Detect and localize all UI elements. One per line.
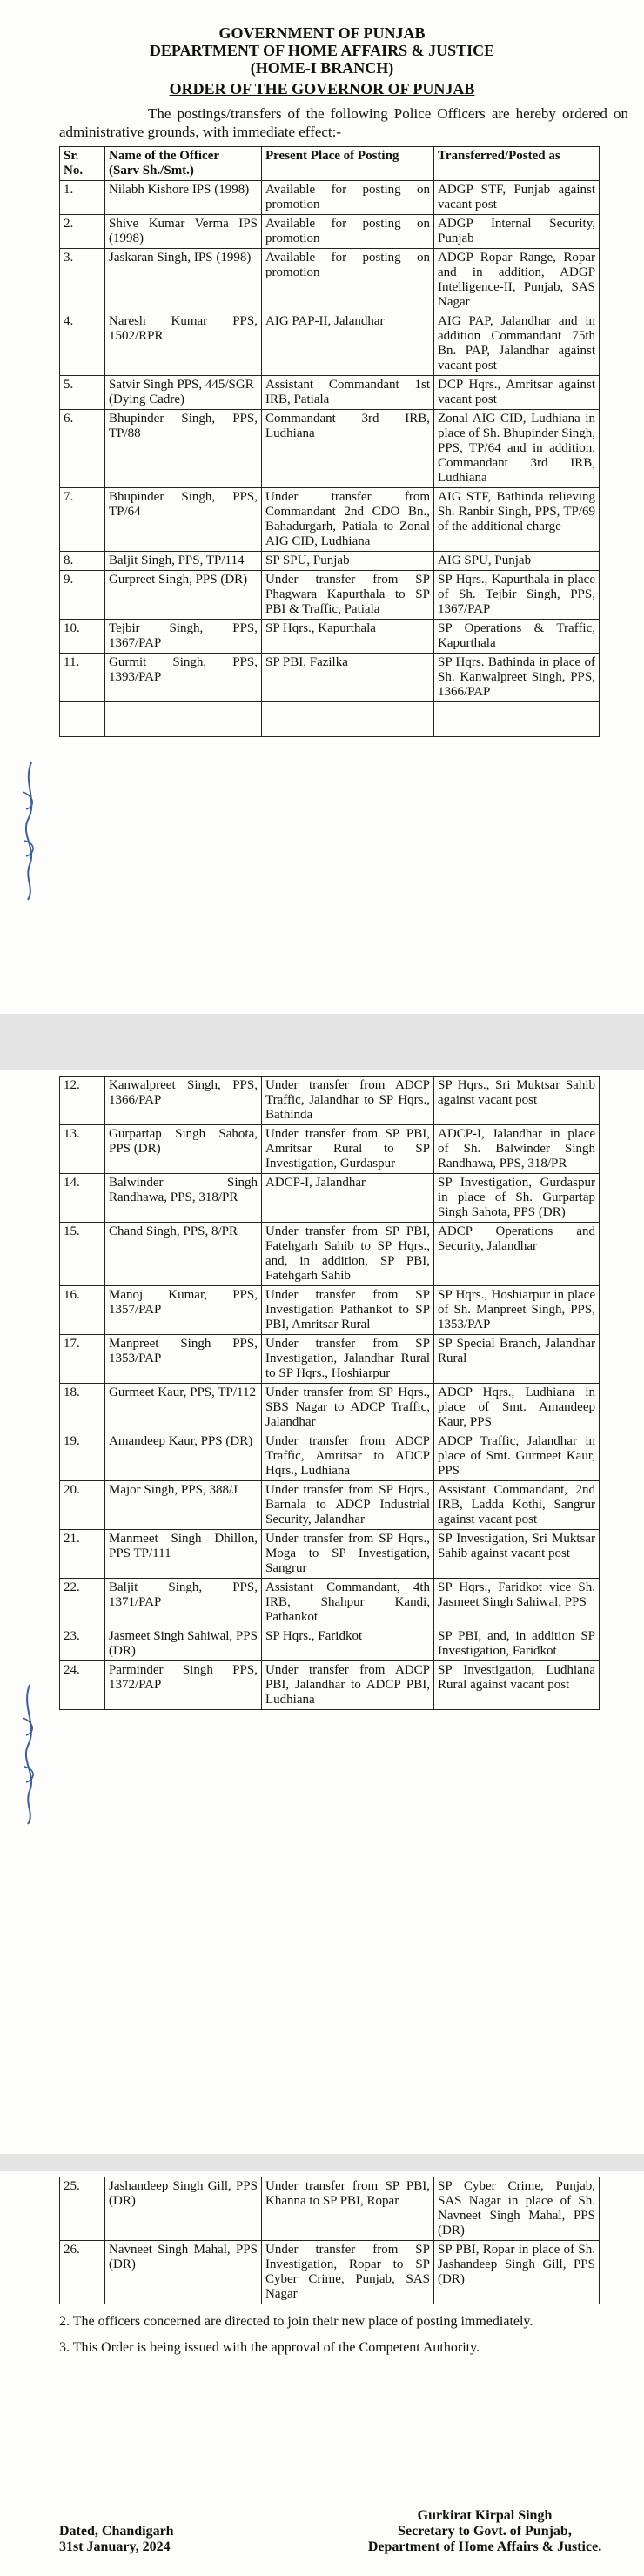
cell-transferred-as-text: SP Hqrs., Hoshiarpur in place of Sh. Manpreet Singh, PPS, 1353/PAP (438, 1288, 595, 1332)
col-header-present: Present Place of Posting (262, 147, 434, 181)
cell-transferred-as-text: Assistant Commandant, 2nd IRB, Ladda Kothi, Sangrur against vacant post (438, 1483, 595, 1526)
cell-present-posting (262, 376, 434, 410)
table-row (60, 1530, 600, 1579)
cell-officer-name (105, 1077, 262, 1125)
cell-sr (60, 488, 105, 552)
cell-present-posting-text: SP Hqrs., Faridkot (265, 1629, 363, 1643)
cell-sr-text: 3. (64, 251, 74, 265)
cell-present-posting (262, 1432, 434, 1481)
cell-officer-name-text: Balwinder Singh Randhawa, PPS, 318/PR (109, 1176, 258, 1204)
table-row (60, 571, 600, 620)
table-row (60, 552, 600, 571)
cell-officer-name (105, 654, 262, 702)
cell-transferred-as-text: SP Hqrs., Faridkot vice Sh. Jasmeet Singh Sahiwal, PPS (438, 1580, 595, 1609)
cell-transferred-as-text: ADCP Operations and Security, Jalandhar (438, 1224, 595, 1253)
cell-transferred-as (434, 654, 600, 702)
cell-transferred-as-text: SP Hqrs. Bathinda in place of Sh. Kanwalpreet Singh, PPS, 1366/PAP (438, 655, 595, 699)
cell-present-posting (262, 1579, 434, 1627)
cell-present-posting-text: Commandant 3rd IRB, Ludhiana (265, 412, 430, 440)
cell-transferred-as-text: Zonal AIG CID, Ludhiana in place of Sh. Bhupinder Singh, PPS, TP/64 and in addition, Commandant 3rd IRB, Ludhiana (438, 412, 595, 485)
cell-sr (60, 620, 105, 654)
cell-transferred-as-text: SP Investigation, Ludhiana Rural against vacant post (438, 1663, 595, 1692)
cell-sr-text: 21. (64, 1532, 80, 1546)
cell-sr-text: 12. (64, 1078, 80, 1092)
cell-officer-name (105, 1384, 262, 1432)
cell-transferred-as-text: ADGP Internal Security, Punjab (438, 217, 595, 245)
cell-present-posting-text: Available for posting on promotion (265, 183, 430, 211)
cell-sr-text: 20. (64, 1483, 80, 1497)
cell-present-posting (262, 1335, 434, 1384)
cell-present-posting-text: Under transfer from SP Hqrs., Barnala to ADCP Industrial Security, Jalandhar (265, 1483, 430, 1526)
cell-sr-text: 18. (64, 1385, 80, 1399)
cell-transferred-as-text: AIG SPU, Punjab (438, 553, 532, 567)
cell-officer-name (105, 620, 262, 654)
cell-present-posting (262, 2177, 434, 2241)
cell-present-posting (262, 571, 434, 620)
cell-transferred-as (434, 1174, 600, 1223)
cell-officer-name (105, 410, 262, 488)
postings-table-part-1 (59, 146, 600, 737)
cell-sr (60, 1661, 105, 1710)
cell-officer-name (105, 1481, 262, 1530)
col-header-transferred: Transferred/Posted as (434, 147, 600, 181)
cell-sr-text: 10. (64, 621, 80, 635)
table-row (60, 1286, 600, 1335)
table-row (60, 2177, 600, 2241)
footer-signatory-block (341, 2508, 628, 2555)
table-row (60, 215, 600, 249)
cell-sr-text: 23. (64, 1629, 80, 1643)
blank-cell (262, 702, 434, 737)
table-header-row (60, 147, 600, 181)
cell-present-posting (262, 1077, 434, 1125)
cell-officer-name-text: Baljit Singh, PPS, TP/114 (109, 553, 245, 567)
cell-officer-name-text: Gurpartap Singh Sahota, PPS (DR) (109, 1127, 258, 1156)
cell-sr-text: 4. (64, 314, 74, 328)
cell-present-posting-text: Under transfer from SP Hqrs., Moga to SP Investigation, Sangrur (265, 1532, 430, 1575)
cell-sr-text: 13. (64, 1127, 80, 1141)
cell-present-posting (262, 654, 434, 702)
table-row (60, 1223, 600, 1286)
cell-present-posting-text: Available for posting on promotion (265, 217, 430, 245)
cell-sr (60, 552, 105, 571)
cell-present-posting (262, 1384, 434, 1432)
blank-cell (105, 702, 262, 737)
cell-officer-name-text: Gurpreet Singh, PPS (DR) (109, 573, 248, 587)
cell-sr (60, 1335, 105, 1384)
footer-date-block (59, 2524, 174, 2555)
cell-officer-name (105, 2241, 262, 2304)
cell-officer-name (105, 215, 262, 249)
cell-present-posting (262, 312, 434, 376)
table-row (60, 620, 600, 654)
cell-officer-name (105, 2177, 262, 2241)
cell-present-posting-text: Assistant Commandant 1st IRB, Patiala (265, 378, 430, 406)
cell-transferred-as (434, 410, 600, 488)
cell-present-posting (262, 1286, 434, 1335)
table-row (60, 654, 600, 702)
table-row (60, 312, 600, 376)
col-header-name-label: Name of the Officer (109, 149, 220, 163)
cell-present-posting-text: SP SPU, Punjab (265, 553, 350, 567)
cell-sr (60, 1627, 105, 1661)
cell-transferred-as-text: SP PBI, and, in addition SP Investigation, Faridkot (438, 1629, 595, 1658)
table-row (60, 249, 600, 312)
cell-officer-name (105, 552, 262, 571)
cell-transferred-as (434, 312, 600, 376)
table-row (60, 410, 600, 488)
cell-present-posting (262, 1223, 434, 1286)
cell-transferred-as (434, 1661, 600, 1710)
cell-present-posting-text: Under transfer from SP Hqrs., SBS Nagar to ADCP Traffic, Jalandhar (265, 1385, 430, 1429)
table-row (60, 1125, 600, 1174)
cell-sr-text: 11. (64, 655, 80, 669)
table-row (60, 1335, 600, 1384)
blank-cell (60, 702, 105, 737)
cell-present-posting-text: Under transfer from SP PBI, Fatehgarh Sahib to SP Hqrs., and, in addition, SP PBI, Fatehgarh Sahib (265, 1224, 430, 1283)
cell-transferred-as-text: ADGP STF, Punjab against vacant post (438, 183, 595, 211)
table-blank-space (60, 702, 600, 737)
officer-note: (Dying Cadre) (109, 392, 185, 406)
cell-transferred-as-text: ADCP-I, Jalandhar in place of Sh. Balwinder Singh Randhawa, PPS, 318/PR (438, 1127, 595, 1171)
table-row (60, 181, 600, 215)
cell-transferred-as (434, 1530, 600, 1579)
para-3: 3. This Order is being issued with the approval of the Competent Authority. (59, 2340, 480, 2355)
cell-sr (60, 1223, 105, 1286)
cell-present-posting-text: Under transfer from SP Investigation, Ropar to SP Cyber Crime, Punjab, SAS Nagar (265, 2243, 430, 2301)
postings-table-part-2 (59, 1076, 600, 1710)
cell-transferred-as-text: ADGP Ropar Range, Ropar and in addition, ADGP Intelligence-II, Punjab, SAS Nagar (438, 251, 595, 309)
cell-officer-name-text: Major Singh, PPS, 388/J (109, 1483, 238, 1497)
cell-transferred-as (434, 1223, 600, 1286)
cell-officer-name-text: Jasmeet Singh Sahiwal, PPS (DR) (109, 1629, 258, 1658)
cell-present-posting (262, 410, 434, 488)
cell-officer-name-text: Kanwalpreet Singh, PPS, 1366/PAP (109, 1078, 258, 1107)
cell-transferred-as (434, 2177, 600, 2241)
cell-officer-name (105, 1174, 262, 1223)
cell-officer-name (105, 1125, 262, 1174)
cell-present-posting-text: Assistant Commandant, 4th IRB, Shahpur Kandi, Pathankot (265, 1580, 430, 1624)
page-1 (0, 0, 644, 1014)
table-row (60, 1432, 600, 1481)
cell-present-posting (262, 1627, 434, 1661)
cell-transferred-as (434, 620, 600, 654)
cell-officer-name-text: Amandeep Kaur, PPS (DR) (109, 1434, 253, 1448)
cell-transferred-as (434, 552, 600, 571)
table-row (60, 488, 600, 552)
cell-present-posting (262, 1530, 434, 1579)
cell-transferred-as-text: SP Hqrs., Sri Muktsar Sahib against vacant post (438, 1078, 595, 1107)
cell-sr (60, 410, 105, 488)
cell-sr (60, 1077, 105, 1125)
cell-transferred-as (434, 181, 600, 215)
cell-transferred-as (434, 1627, 600, 1661)
cell-transferred-as (434, 1286, 600, 1335)
col-header-name (105, 147, 262, 181)
cell-officer-name (105, 1223, 262, 1286)
cell-present-posting-text: Under transfer from Commandant 2nd CDO Bn., Bahadurgarh, Patiala to Zonal AIG CID, Ludhiana (265, 490, 430, 548)
cell-present-posting (262, 249, 434, 312)
cell-sr (60, 654, 105, 702)
cell-officer-name-text: Manoj Kumar, PPS, 1357/PAP (109, 1288, 258, 1317)
cell-officer-name (105, 1432, 262, 1481)
cell-transferred-as-text: SP Cyber Crime, Punjab, SAS Nagar in place of Sh. Navneet Singh Mahal, PPS (DR) (438, 2179, 595, 2237)
cell-sr (60, 1125, 105, 1174)
cell-present-posting-text: Under transfer from SP Investigation Pathankot to SP PBI, Amritsar Rural (265, 1288, 430, 1332)
cell-present-posting (262, 620, 434, 654)
cell-officer-name-text: Jaskaran Singh, IPS (1998) (109, 251, 252, 265)
cell-sr (60, 1174, 105, 1223)
cell-present-posting-text: AIG PAP-II, Jalandhar (265, 314, 385, 328)
cell-sr (60, 312, 105, 376)
cell-transferred-as (434, 1125, 600, 1174)
cell-sr (60, 2177, 105, 2241)
cell-officer-name-text: Baljit Singh, PPS, 1371/PAP (109, 1580, 258, 1609)
cell-transferred-as (434, 249, 600, 312)
cell-sr-text: 19. (64, 1434, 80, 1448)
cell-present-posting-text: SP Hqrs., Kapurthala (265, 621, 376, 635)
cell-transferred-as-text: SP PBI, Ropar in place of Sh. Jashandeep Singh Gill, PPS (DR) (438, 2243, 595, 2286)
cell-sr (60, 1579, 105, 1627)
cell-officer-name-text: Manmeet Singh Dhillon, PPS TP/111 (109, 1532, 258, 1560)
cell-officer-name (105, 1335, 262, 1384)
order-title: ORDER OF THE GOVERNOR OF PUNJAB (169, 80, 475, 97)
table-row (60, 376, 600, 410)
table-row (60, 1481, 600, 1530)
cell-sr (60, 1530, 105, 1579)
cell-officer-name-text: Parminder Singh PPS, 1372/PAP (109, 1663, 258, 1692)
table-row (60, 1579, 600, 1627)
cell-transferred-as (434, 215, 600, 249)
table-row (60, 1077, 600, 1125)
cell-transferred-as (434, 1077, 600, 1125)
cell-officer-name-text: Tejbir Singh, PPS, 1367/PAP (109, 621, 258, 650)
cell-sr (60, 181, 105, 215)
cell-transferred-as (434, 1335, 600, 1384)
cell-sr (60, 376, 105, 410)
cell-sr (60, 1384, 105, 1432)
cell-present-posting-text: ADCP-I, Jalandhar (265, 1176, 366, 1190)
cell-officer-name-text: Satvir Singh PPS, 445/SGR (109, 378, 254, 392)
cell-sr (60, 249, 105, 312)
cell-transferred-as (434, 2241, 600, 2304)
cell-present-posting-text: Under transfer from ADCP Traffic, Jalandhar to SP Hqrs., Bathinda (265, 1078, 430, 1122)
cell-sr-text: 1. (64, 183, 74, 197)
cell-sr-text: 15. (64, 1224, 80, 1238)
cell-sr-text: 2. (64, 217, 74, 231)
cell-officer-name-text: Shive Kumar Verma IPS (1998) (109, 217, 258, 245)
signatory-name: Gurkirat Kirpal Singh (417, 2508, 553, 2523)
cell-present-posting-text: Available for posting on promotion (265, 251, 430, 279)
cell-sr-text: 17. (64, 1337, 80, 1351)
cell-sr (60, 2241, 105, 2304)
govt-title: GOVERNMENT OF PUNJAB (218, 24, 426, 42)
cell-sr (60, 571, 105, 620)
order-intro: The postings/transfers of the following Police Officers are hereby ordered on administrative grounds, with immediate effect:- (59, 105, 628, 140)
cell-sr (60, 1481, 105, 1530)
cell-officer-name-text: Jashandeep Singh Gill, PPS (DR) (109, 2179, 258, 2208)
cell-present-posting (262, 2241, 434, 2304)
cell-officer-name-text: Chand Singh, PPS, 8/PR (109, 1224, 238, 1238)
col-header-sr: Sr. No. (60, 147, 105, 181)
cell-sr-text: 25. (64, 2179, 80, 2193)
cell-present-posting-text: Under transfer from SP PBI, Khanna to SP PBI, Ropar (265, 2179, 430, 2208)
cell-present-posting-text: Under transfer from SP Phagwara Kapurthala to SP PBI & Traffic, Patiala (265, 573, 430, 616)
cell-officer-name-text: Gurmit Singh, PPS, 1393/PAP (109, 655, 258, 684)
cell-transferred-as-text: SP Hqrs., Kapurthala in place of Sh. Tejbir Singh, PPS, 1367/PAP (438, 573, 595, 616)
table-row (60, 2241, 600, 2304)
cell-present-posting-text: Under transfer from ADCP PBI, Jalandhar to ADCP PBI, Ludhiana (265, 1663, 430, 1707)
cell-present-posting (262, 1481, 434, 1530)
table-row (60, 1174, 600, 1223)
dept-title: DEPARTMENT OF HOME AFFAIRS & JUSTICE (149, 42, 495, 59)
cell-transferred-as (434, 1481, 600, 1530)
cell-officer-name-text: Gurmeet Kaur, PPS, TP/112 (109, 1385, 256, 1399)
cell-transferred-as (434, 1579, 600, 1627)
cell-present-posting (262, 1174, 434, 1223)
cell-present-posting (262, 181, 434, 215)
cell-transferred-as-text: SP Investigation, Sri Muktsar Sahib against vacant post (438, 1532, 595, 1560)
table-body-1 (60, 181, 600, 737)
page-2 (0, 1070, 644, 2154)
cell-officer-name (105, 1530, 262, 1579)
cell-officer-name (105, 249, 262, 312)
table-row (60, 1627, 600, 1661)
signatory-department: Department of Home Affairs & Justice. (367, 2539, 602, 2554)
cell-transferred-as-text: ADCP Traffic, Jalandhar in place of Smt. Gurmeet Kaur, PPS (438, 1434, 595, 1478)
cell-sr-text: 24. (64, 1663, 80, 1677)
cell-officer-name (105, 1286, 262, 1335)
cell-sr-text: 14. (64, 1176, 80, 1190)
table-row (60, 1661, 600, 1710)
cell-officer-name (105, 312, 262, 376)
cell-officer-name (105, 376, 262, 410)
signatory-designation: Secretary to Govt. of Punjab, (398, 2524, 572, 2539)
cell-transferred-as-text: SP Investigation, Gurdaspur in place of Sh. Gurpartap Singh Sahota, PPS (DR) (438, 1176, 595, 1219)
cell-transferred-as (434, 376, 600, 410)
table-body-3 (60, 2177, 600, 2304)
cell-officer-name (105, 571, 262, 620)
cell-present-posting (262, 1125, 434, 1174)
col-header-name-sub: (Sarv Sh./Smt.) (109, 164, 194, 178)
cell-sr-text: 7. (64, 490, 74, 504)
cell-transferred-as (434, 1432, 600, 1481)
blank-cell (434, 702, 600, 737)
postings-table-part-3 (59, 2177, 600, 2304)
cell-sr (60, 215, 105, 249)
cell-sr (60, 1432, 105, 1481)
table-row (60, 1384, 600, 1432)
dated-place: Dated, Chandigarh (59, 2524, 174, 2539)
initials-signature-icon (16, 1680, 45, 1828)
cell-sr-text: 16. (64, 1288, 80, 1302)
cell-present-posting-text: Under transfer from ADCP Traffic, Amritsar to ADCP Hqrs., Ludhiana (265, 1434, 430, 1478)
para-2: 2. The officers concerned are directed to join their new place of posting immediately. (59, 2314, 533, 2329)
cell-transferred-as-text: AIG STF, Bathinda relieving Sh. Ranbir Singh, PPS, TP/69 of the additional charge (438, 490, 595, 533)
cell-officer-name (105, 1627, 262, 1661)
cell-sr-text: 22. (64, 1580, 80, 1594)
cell-present-posting (262, 1661, 434, 1710)
table-body-2 (60, 1077, 600, 1710)
cell-sr-text: 8. (64, 553, 74, 567)
cell-present-posting (262, 552, 434, 571)
cell-transferred-as-text: ADCP Hqrs., Ludhiana in place of Smt. Amandeep Kaur, PPS (438, 1385, 595, 1429)
cell-present-posting (262, 215, 434, 249)
cell-officer-name-text: Bhupinder Singh, PPS, TP/88 (109, 412, 258, 440)
cell-officer-name-text: Naresh Kumar PPS, 1502/RPR (109, 314, 258, 343)
cell-sr (60, 1286, 105, 1335)
cell-transferred-as-text: DCP Hqrs., Amritsar against vacant post (438, 378, 595, 406)
cell-officer-name-text: Nilabh Kishore IPS (1998) (109, 183, 250, 197)
cell-sr-text: 6. (64, 412, 74, 426)
cell-transferred-as (434, 488, 600, 552)
cell-officer-name-text: Navneet Singh Mahal, PPS (DR) (109, 2243, 258, 2271)
dated-date: 31st January, 2024 (59, 2539, 171, 2554)
cell-officer-name (105, 1661, 262, 1710)
cell-present-posting-text: SP PBI, Fazilka (265, 655, 348, 669)
cell-present-posting-text: Under transfer from SP PBI, Amritsar Rural to SP Investigation, Gurdaspur (265, 1127, 430, 1171)
cell-officer-name (105, 488, 262, 552)
cell-transferred-as-text: SP Special Branch, Jalandhar Rural (438, 1337, 595, 1365)
page-3 (0, 2171, 644, 2576)
cell-transferred-as (434, 1384, 600, 1432)
cell-officer-name-text: Manpreet Singh PPS, 1353/PAP (109, 1337, 258, 1365)
cell-sr-text: 5. (64, 378, 74, 392)
cell-officer-name (105, 1579, 262, 1627)
cell-sr-text: 9. (64, 573, 74, 587)
cell-present-posting (262, 488, 434, 552)
initials-signature-icon (16, 757, 45, 905)
branch-title: (HOME-I BRANCH) (250, 59, 394, 77)
cell-present-posting-text: Under transfer from SP Investigation, Jalandhar Rural to SP Hqrs., Hoshiarpur (265, 1337, 430, 1380)
cell-sr-text: 26. (64, 2243, 80, 2257)
cell-officer-name-text: Bhupinder Singh, PPS, TP/64 (109, 490, 258, 519)
cell-transferred-as (434, 571, 600, 620)
cell-transferred-as-text: SP Operations & Traffic, Kapurthala (438, 621, 595, 650)
cell-officer-name (105, 181, 262, 215)
cell-transferred-as-text: AIG PAP, Jalandhar and in addition Commandant 75th Bn. PAP, Jalandhar against vacant post (438, 314, 595, 372)
